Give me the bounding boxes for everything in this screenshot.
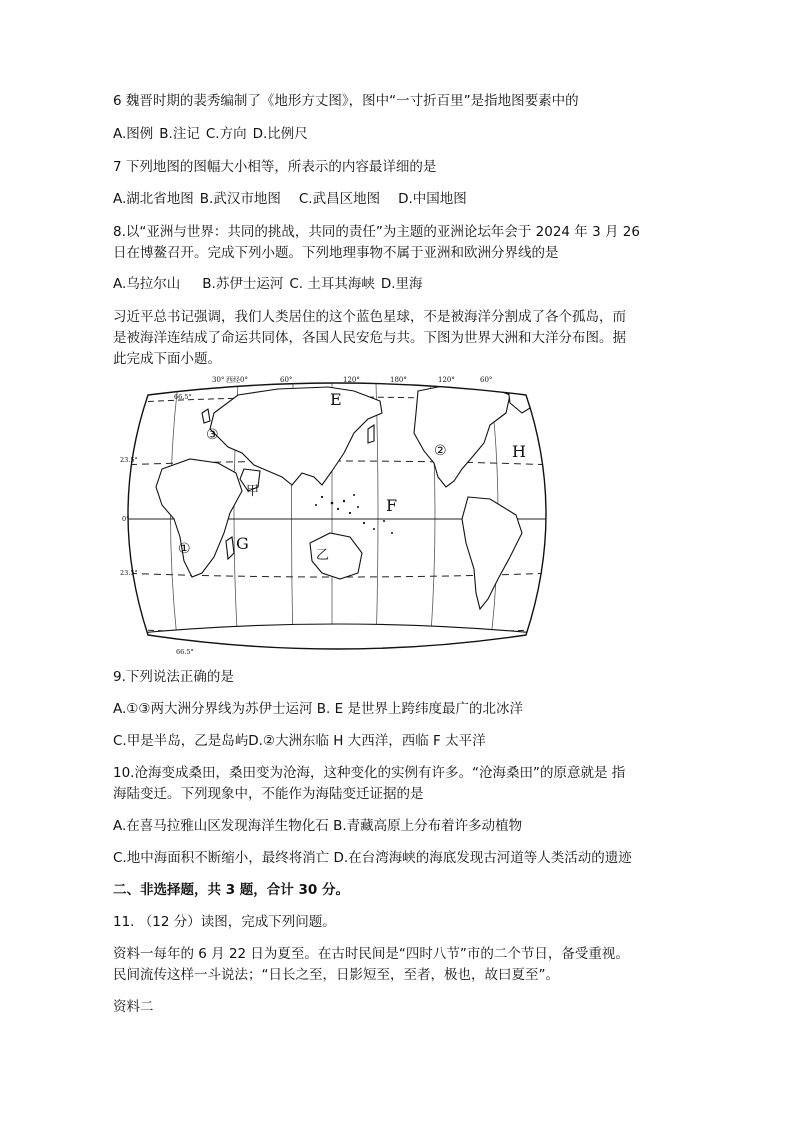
top-labels: [212, 376, 492, 384]
intro-line1: 习近平总书记强调，我们人类居住的这个蓝色星球，不是被海洋分割成了各个孤岛，而: [113, 309, 626, 325]
q10-stem-line1: 10.沧海变成桑田，桑田变为沧海，这种变化的实例有许多。“沧海桑田”的原意就是 指: [113, 765, 626, 781]
world-map: [118, 373, 556, 655]
q7-option-d: D.中国地图: [398, 191, 467, 207]
letter-h: H: [512, 442, 526, 461]
top-label-west0: 西经0°: [226, 376, 248, 384]
top-label-30: 30°: [212, 376, 225, 384]
q11-stem: 11. （12 分）读图，完成下列问题。: [113, 914, 336, 930]
island-dots: [315, 494, 393, 534]
q9-options-line1: A.①③两大洲分界线为苏伊士运河 B. E 是世界上跨纬度最广的北冰洋: [113, 701, 523, 717]
top-label-120-w: 120°: [438, 376, 455, 384]
q9-stem: 9.下列说法正确的是: [113, 669, 234, 685]
q9-options-line2: C.甲是半岛，乙是岛屿D.②大洲东临 H 大西洋，西临 F 太平洋: [113, 733, 486, 749]
q6-stem: 6 魏晋时期的裴秀编制了《地形方丈图》，图中“一寸折百里”是指地图要素中的: [113, 93, 579, 109]
lat-label-23s: 23.5°: [120, 569, 138, 577]
section2-heading: 二、非选择题，共 3 题，合计 30 分。: [113, 882, 349, 898]
q10-stem-line2: 海陆变迁。下列现象中，不能作为海陆变迁证据的是: [113, 786, 424, 802]
q6-option-c: C.方向: [205, 126, 247, 142]
marker-2: ②: [434, 443, 447, 459]
q7-option-c: C.武昌区地图: [298, 191, 381, 207]
q8-option-c: C. 土耳其海峡: [289, 276, 375, 292]
lat-label-0: 0°: [122, 515, 130, 523]
char-jia: 甲: [246, 484, 260, 499]
marker-3: ③: [206, 427, 219, 443]
intro-line2: 是被海洋连结成了命运共同体，各国人民安危与共。下图为世界大洲和大洋分布图。据: [113, 330, 626, 346]
map-interior: [118, 383, 556, 655]
letter-f: F: [386, 496, 398, 515]
q7-option-b: B.武汉市地图: [199, 191, 281, 207]
lat-label-23n: 23.5°: [120, 456, 138, 464]
q8-option-b: B.苏伊士运河: [202, 276, 284, 292]
q6-option-b: B.注记: [159, 126, 200, 142]
intro-line3: 此完成下面小题。: [113, 351, 221, 367]
q7-options: [113, 188, 473, 210]
marker-1: ①: [178, 541, 191, 557]
continents: [118, 385, 556, 655]
q11-material1-line1: 资料一每年的 6 月 22 日为夏至。在古时民间是“四时八节”市的二个节日，备受重视。: [113, 946, 629, 962]
top-label-180: 180°: [390, 376, 407, 384]
q7-stem: 7 下列地图的图幅大小相等，所表示的内容最详细的是: [113, 159, 437, 175]
char-yi: 乙: [316, 548, 330, 563]
q8-options: [113, 273, 429, 295]
q8-option-d: D.里海: [380, 276, 423, 292]
letter-g: G: [236, 534, 249, 553]
top-label-60: 60°: [280, 376, 293, 384]
top-label-60-w: 60°: [480, 376, 493, 384]
map-chars: [246, 484, 329, 563]
top-label-120: 120°: [343, 376, 360, 384]
q8-stem-line1: 8.以“亚洲与世界：共同的挑战，共同的责任”为主题的亚洲论坛年会于 2024 年 3 月 26: [113, 224, 640, 240]
greenland-shape: [508, 387, 538, 413]
lat-label-66n: 66.5°: [174, 393, 192, 401]
south-america-shape: [462, 497, 522, 609]
q10-options-line1: A.在喜马拉雅山区发现海洋生物化石 B.青藏高原上分布着许多动植物: [113, 818, 523, 834]
madagascar-shape: [226, 537, 234, 559]
q8-stem-line2: 日在博鳌召开。完成下列小题。下列地理事物不属于亚洲和欧洲分界线的是: [113, 245, 559, 261]
british-isles-shape: [202, 409, 210, 423]
japan-shape: [368, 425, 374, 443]
q8-option-a: A.乌拉尔山: [113, 276, 181, 292]
eurasia-shape: [210, 387, 382, 485]
q10-options-line2: C.地中海面积不断缩小，最终将消亡 D.在台湾海峡的海底发现古河道等人类活动的遗迹: [113, 850, 632, 866]
q11-material1-line2: 民间流传这样一斗说法；“日长之至，日影短至，至者，极也，故曰夏至”。: [113, 967, 559, 983]
q7-option-a: A.湖北省地图: [113, 191, 194, 207]
africa-shape: [156, 459, 242, 577]
q11-material2: 资料二: [113, 999, 154, 1015]
north-america-shape: [414, 385, 510, 487]
world-map-figure: [118, 373, 556, 655]
letter-e: E: [330, 390, 342, 409]
lat-label-66s: 66.5°: [176, 648, 194, 655]
q6-options: [113, 123, 314, 145]
q6-option-d: D.比例尺: [252, 126, 308, 142]
q6-option-a: A.图例: [113, 126, 154, 142]
